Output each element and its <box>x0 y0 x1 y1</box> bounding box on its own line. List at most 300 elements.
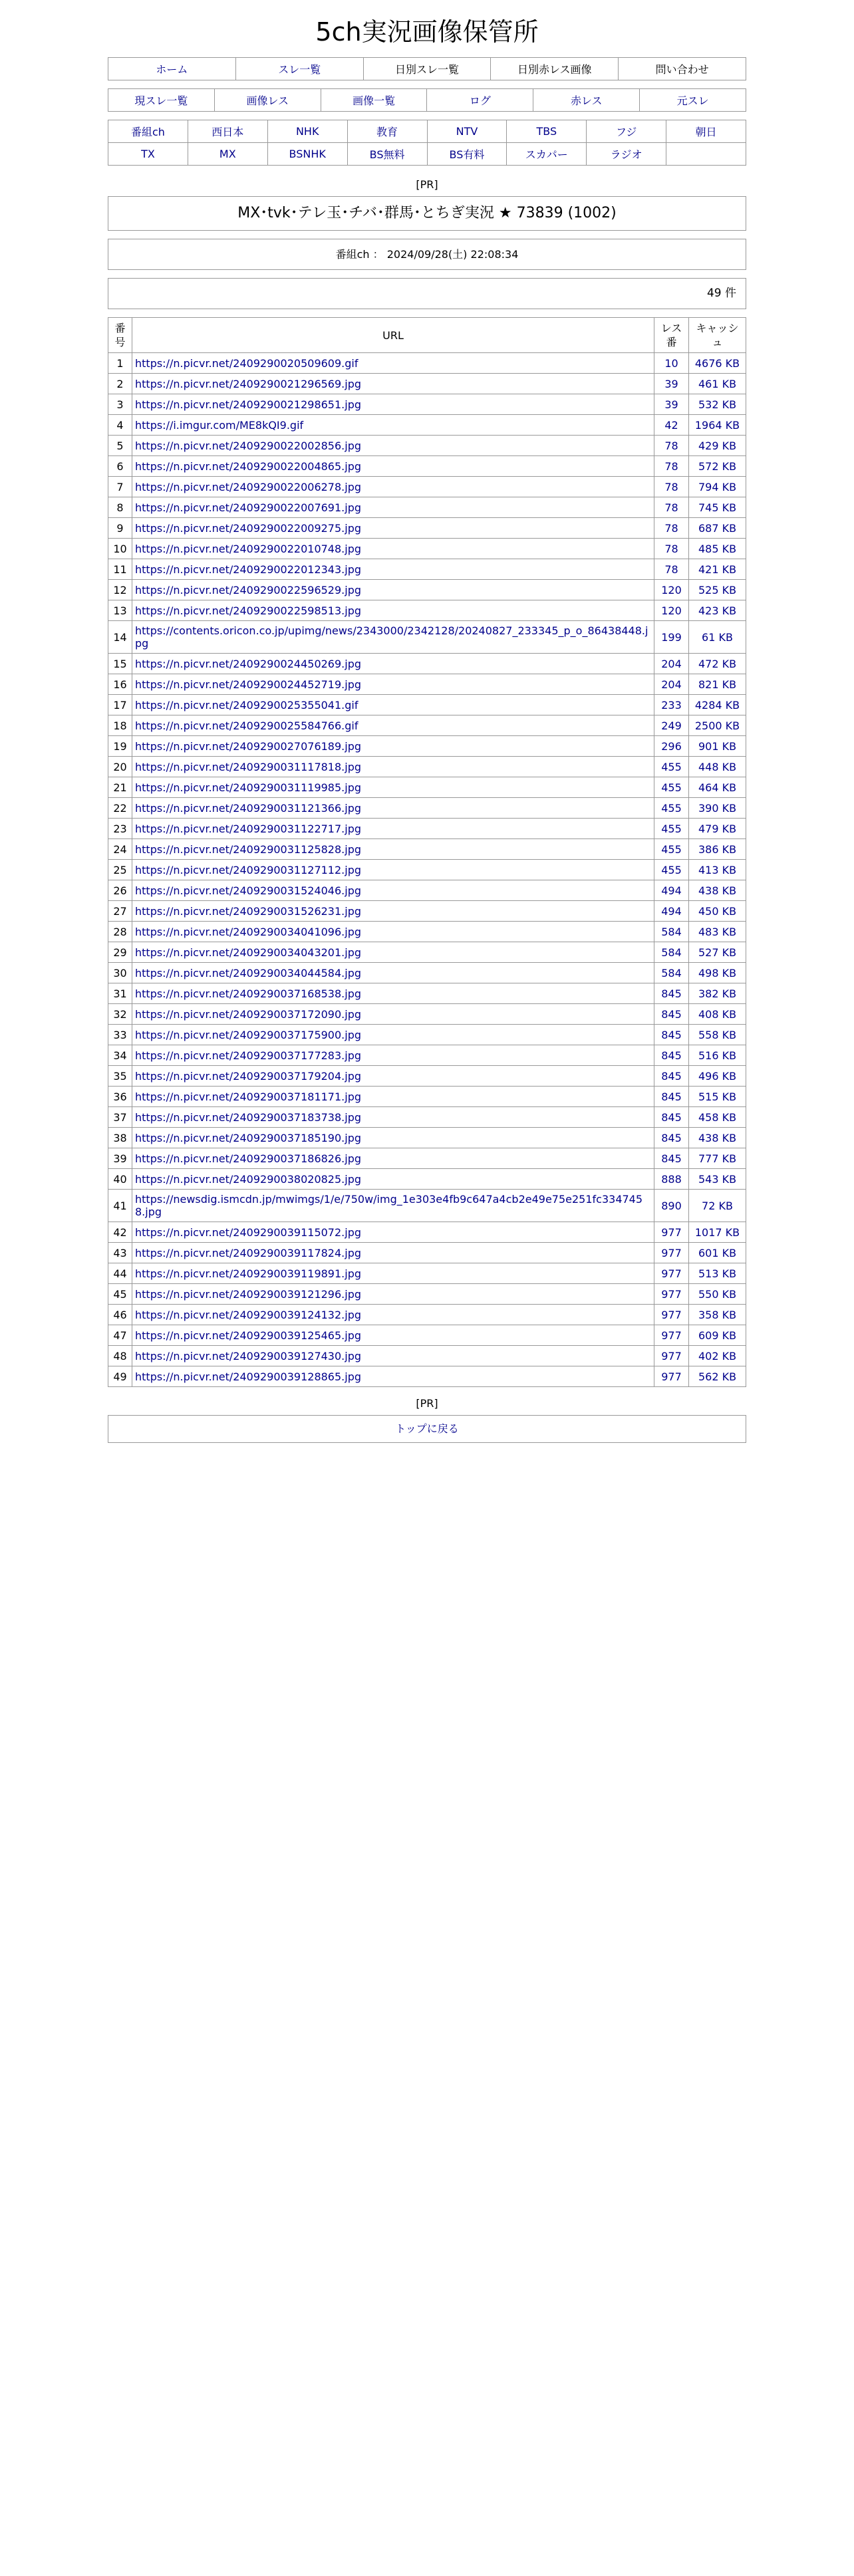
cache-size-link[interactable]: 458 KB <box>698 1110 737 1124</box>
channel-tab-link[interactable]: スカパー <box>525 148 568 161</box>
res-cell <box>654 1190 689 1222</box>
url-cell <box>132 1366 654 1387</box>
cache-cell <box>689 1148 746 1169</box>
res-number-link[interactable]: 977 <box>661 1225 682 1239</box>
cache-size-link[interactable]: 515 KB <box>698 1090 737 1103</box>
cache-size-link[interactable]: 516 KB <box>698 1049 737 1062</box>
cache-size-link[interactable]: 901 KB <box>698 739 737 753</box>
image-url-link[interactable]: https://n.picvr.net/2409290034044584.jpg <box>135 966 362 979</box>
image-url-link[interactable]: https://n.picvr.net/2409290034041096.jpg <box>135 925 362 938</box>
res-number-link[interactable]: 455 <box>661 842 682 856</box>
nav-sub-item-link[interactable]: ログ <box>469 94 491 107</box>
res-number-link[interactable]: 584 <box>661 925 682 938</box>
url-cell <box>132 394 654 415</box>
cache-size-link[interactable]: 498 KB <box>698 966 737 979</box>
row-number: 27 <box>108 901 132 922</box>
image-url-link[interactable]: https://n.picvr.net/2409290022004865.jpg <box>135 459 362 473</box>
image-url-link[interactable]: https://n.picvr.net/2409290021296569.jpg <box>135 377 362 390</box>
cache-size-link[interactable]: 513 KB <box>698 1267 737 1280</box>
res-cell <box>654 860 689 880</box>
res-number-link[interactable]: 199 <box>661 630 682 644</box>
res-cell <box>654 1066 689 1087</box>
res-number-link[interactable]: 977 <box>661 1329 682 1342</box>
table-row <box>108 394 746 415</box>
table-row <box>108 1284 746 1305</box>
image-url-link[interactable]: https://n.picvr.net/2409290039128865.jpg <box>135 1370 362 1383</box>
row-number: 40 <box>108 1169 132 1190</box>
image-url-link[interactable]: https://n.picvr.net/2409290037172090.jpg <box>135 1007 362 1021</box>
res-cell <box>654 819 689 839</box>
nav-sub-item-link[interactable]: 現スレ一覧 <box>134 94 188 107</box>
cache-cell <box>689 1004 746 1025</box>
cache-size-link[interactable]: 777 KB <box>698 1152 737 1165</box>
cache-size-link[interactable]: 479 KB <box>698 822 737 835</box>
cache-size-link[interactable]: 450 KB <box>698 904 737 918</box>
cache-size-link[interactable]: 408 KB <box>698 1007 737 1021</box>
res-number-link[interactable]: 845 <box>661 1007 682 1021</box>
nav-sub-item[interactable] <box>321 89 427 112</box>
channel-tab-link[interactable]: TBS <box>536 125 557 138</box>
cache-cell <box>689 1128 746 1148</box>
cache-size-link[interactable]: 562 KB <box>698 1370 737 1383</box>
row-number: 13 <box>108 600 132 621</box>
url-cell <box>132 353 654 374</box>
table-row <box>108 580 746 600</box>
url-cell <box>132 922 654 942</box>
cache-cell <box>689 518 746 539</box>
res-number-link[interactable]: 494 <box>661 884 682 897</box>
pr-label-bottom: [PR] <box>416 1397 438 1410</box>
res-cell <box>654 1243 689 1263</box>
cache-size-link[interactable]: 485 KB <box>698 542 737 555</box>
header-num: 番号 <box>108 318 132 353</box>
image-url-link[interactable]: https://n.picvr.net/2409290022010748.jpg <box>135 542 362 555</box>
res-number-link[interactable]: 455 <box>661 863 682 876</box>
url-cell <box>132 757 654 777</box>
table-row <box>108 695 746 715</box>
nav-main-item <box>363 58 491 80</box>
row-number: 2 <box>108 374 132 394</box>
image-url-link[interactable]: https://n.picvr.net/2409290022009275.jpg <box>135 521 362 535</box>
image-url-link[interactable]: https://n.picvr.net/2409290024450269.jpg <box>135 657 362 670</box>
cache-size-link[interactable]: 438 KB <box>698 884 737 897</box>
image-url-link[interactable]: https://n.picvr.net/2409290031119985.jpg <box>135 781 362 794</box>
cache-size-link[interactable]: 1964 KB <box>694 418 740 432</box>
res-number-link[interactable]: 78 <box>664 439 678 452</box>
cache-size-link[interactable]: 413 KB <box>698 863 737 876</box>
res-number-link[interactable]: 455 <box>661 822 682 835</box>
channel-tab-link[interactable]: TX <box>141 148 155 160</box>
table-row <box>108 777 746 798</box>
res-number-link[interactable]: 78 <box>664 563 678 576</box>
channel-tab[interactable] <box>347 120 427 143</box>
table-row <box>108 860 746 880</box>
res-number-link[interactable]: 845 <box>661 1069 682 1083</box>
image-url-link[interactable]: https://n.picvr.net/2409290039119891.jpg <box>135 1267 362 1280</box>
url-cell <box>132 880 654 901</box>
image-url-link[interactable]: https://n.picvr.net/2409290037183738.jpg <box>135 1110 362 1124</box>
nav-main-item-link[interactable]: ホーム <box>156 63 188 76</box>
cache-cell <box>689 963 746 983</box>
image-url-link[interactable]: https://n.picvr.net/2409290031526231.jpg <box>135 904 362 918</box>
res-number-link[interactable]: 977 <box>661 1267 682 1280</box>
channel-tab-link[interactable]: BS有料 <box>449 148 485 161</box>
image-url-link[interactable]: https://n.picvr.net/2409290037181171.jpg <box>135 1090 362 1103</box>
image-url-link[interactable]: https://n.picvr.net/2409290037185190.jpg <box>135 1131 362 1144</box>
cache-size-link[interactable]: 358 KB <box>698 1308 737 1321</box>
table-row <box>108 600 746 621</box>
url-cell <box>132 715 654 736</box>
channel-tab-link[interactable]: 西日本 <box>212 126 244 138</box>
channel-tab[interactable] <box>587 120 666 143</box>
cache-size-link[interactable]: 745 KB <box>698 501 737 514</box>
res-number-link[interactable]: 977 <box>661 1308 682 1321</box>
res-number-link[interactable]: 78 <box>664 459 678 473</box>
pr-label: [PR] <box>416 178 438 191</box>
res-cell <box>654 1045 689 1066</box>
channel-tab-link[interactable]: 朝日 <box>695 126 717 138</box>
url-cell <box>132 539 654 559</box>
res-cell <box>654 901 689 922</box>
cache-size-link[interactable]: 601 KB <box>698 1246 737 1259</box>
res-number-link[interactable]: 204 <box>661 678 682 691</box>
res-cell <box>654 963 689 983</box>
row-number: 38 <box>108 1128 132 1148</box>
url-cell <box>132 777 654 798</box>
image-url-link[interactable]: https://n.picvr.net/2409290022007691.jpg <box>135 501 362 514</box>
res-cell <box>654 1004 689 1025</box>
main-nav <box>108 57 746 80</box>
cache-size-link[interactable]: 532 KB <box>698 398 737 411</box>
table-row <box>108 1107 746 1128</box>
image-url-link[interactable]: https://i.imgur.com/ME8kQI9.gif <box>135 418 304 432</box>
image-url-link[interactable]: https://n.picvr.net/2409290022596529.jpg <box>135 583 362 596</box>
nav-main-item-label: 問い合わせ <box>655 63 709 76</box>
res-number-link[interactable]: 977 <box>661 1287 682 1301</box>
table-row <box>108 983 746 1004</box>
channel-tab-link[interactable]: NHK <box>295 125 319 138</box>
nav-main-item <box>491 58 619 80</box>
res-number-link[interactable]: 204 <box>661 657 682 670</box>
image-url-link[interactable]: https://n.picvr.net/2409290025584766.gif <box>135 719 358 732</box>
channel-tab-link[interactable]: BS無料 <box>369 148 405 161</box>
res-cell <box>654 798 689 819</box>
table-row <box>108 798 746 819</box>
res-number-link[interactable]: 845 <box>661 1090 682 1103</box>
cache-size-link[interactable]: 527 KB <box>698 946 737 959</box>
nav-main-item-label: 日別赤レス画像 <box>517 63 592 76</box>
image-url-link[interactable]: https://n.picvr.net/2409290031524046.jpg <box>135 884 362 897</box>
image-url-link[interactable]: https://n.picvr.net/2409290037177283.jpg <box>135 1049 362 1062</box>
url-cell <box>132 1148 654 1169</box>
channel-tab[interactable] <box>587 143 666 166</box>
res-cell <box>654 839 689 860</box>
image-url-link[interactable]: https://n.picvr.net/2409290022002856.jpg <box>135 439 362 452</box>
nav-sub-item[interactable] <box>108 89 215 112</box>
sub-nav <box>108 88 746 112</box>
image-url-link[interactable]: https://n.picvr.net/2409290022598513.jpg <box>135 604 362 617</box>
image-url-link[interactable]: https://n.picvr.net/2409290039125465.jpg <box>135 1329 362 1342</box>
url-cell <box>132 1087 654 1107</box>
cache-size-link[interactable]: 429 KB <box>698 439 737 452</box>
res-cell <box>654 1263 689 1284</box>
cache-size-link[interactable]: 483 KB <box>698 925 737 938</box>
res-number-link[interactable]: 78 <box>664 501 678 514</box>
channel-tab-link[interactable]: 番組ch <box>130 126 165 138</box>
cache-cell <box>689 539 746 559</box>
res-number-link[interactable]: 977 <box>661 1370 682 1383</box>
res-number-link[interactable]: 977 <box>661 1246 682 1259</box>
table-row <box>108 922 746 942</box>
res-number-link[interactable]: 296 <box>661 739 682 753</box>
channel-tab-link[interactable]: NTV <box>456 125 478 138</box>
res-cell <box>654 757 689 777</box>
table-row <box>108 1087 746 1107</box>
cache-size-link[interactable]: 72 KB <box>702 1199 733 1212</box>
res-number-link[interactable]: 845 <box>661 1028 682 1041</box>
image-url-link[interactable]: https://n.picvr.net/2409290037168538.jpg <box>135 987 362 1000</box>
nav-sub-item[interactable] <box>533 89 640 112</box>
cache-cell <box>689 1284 746 1305</box>
nav-main-item[interactable] <box>108 58 236 80</box>
channel-tab-link[interactable]: ラジオ <box>610 148 642 161</box>
image-url-link[interactable]: https://n.picvr.net/2409290039121296.jpg <box>135 1287 362 1301</box>
cache-size-link[interactable]: 496 KB <box>698 1069 737 1083</box>
table-row <box>108 621 746 654</box>
cache-size-link[interactable]: 1017 KB <box>694 1225 740 1239</box>
cache-cell <box>689 436 746 456</box>
res-number-link[interactable]: 10 <box>664 356 678 370</box>
image-url-link[interactable]: https://n.picvr.net/2409290021298651.jpg <box>135 398 362 411</box>
cache-size-link[interactable]: 448 KB <box>698 760 737 773</box>
url-cell <box>132 1107 654 1128</box>
image-url-link[interactable]: https://n.picvr.net/2409290037186826.jpg <box>135 1152 362 1165</box>
table-row <box>108 757 746 777</box>
res-cell <box>654 1128 689 1148</box>
channel-tab[interactable] <box>188 120 267 143</box>
res-number-link[interactable]: 120 <box>661 604 682 617</box>
image-url-link[interactable]: https://n.picvr.net/2409290039115072.jpg <box>135 1225 362 1239</box>
channel-tab[interactable] <box>267 143 347 166</box>
row-number: 48 <box>108 1346 132 1366</box>
res-cell <box>654 1284 689 1305</box>
res-number-link[interactable]: 249 <box>661 719 682 732</box>
cache-cell <box>689 415 746 436</box>
image-url-link[interactable]: https://n.picvr.net/2409290031127112.jpg <box>135 863 362 876</box>
url-cell <box>132 1066 654 1087</box>
channel-tab[interactable] <box>507 120 587 143</box>
url-cell <box>132 819 654 839</box>
table-row <box>108 819 746 839</box>
image-url-link[interactable]: https://n.picvr.net/2409290022012343.jpg <box>135 563 362 576</box>
res-cell <box>654 600 689 621</box>
res-number-link[interactable]: 78 <box>664 480 678 493</box>
res-number-link[interactable]: 494 <box>661 904 682 918</box>
cache-size-link[interactable]: 2500 KB <box>694 719 740 732</box>
image-url-link[interactable]: https://n.picvr.net/2409290025355041.gif <box>135 698 358 711</box>
channel-tab[interactable] <box>347 143 427 166</box>
cache-cell <box>689 1045 746 1066</box>
row-number: 8 <box>108 497 132 518</box>
cache-size-link[interactable]: 402 KB <box>698 1349 737 1362</box>
channel-tab-link[interactable]: MX <box>219 148 236 160</box>
channel-tab[interactable] <box>507 143 587 166</box>
url-cell <box>132 983 654 1004</box>
url-cell <box>132 477 654 497</box>
res-cell <box>654 695 689 715</box>
channel-tab[interactable] <box>666 120 746 143</box>
image-url-link[interactable]: https://n.picvr.net/2409290020509609.gif <box>135 356 358 370</box>
res-number-link[interactable]: 78 <box>664 542 678 555</box>
res-number-link[interactable]: 845 <box>661 987 682 1000</box>
url-cell <box>132 798 654 819</box>
image-url-link[interactable]: https://n.picvr.net/2409290022006278.jpg <box>135 480 362 493</box>
channel-tab-link[interactable]: BSNHK <box>289 148 326 160</box>
cache-size-link[interactable]: 461 KB <box>698 377 737 390</box>
image-url-link[interactable]: https://n.picvr.net/2409290037179204.jpg <box>135 1069 362 1083</box>
url-cell <box>132 374 654 394</box>
nav-sub-item-link[interactable]: 元スレ <box>676 94 709 107</box>
image-url-link[interactable]: https://n.picvr.net/2409290031121366.jpg <box>135 801 362 815</box>
row-number: 43 <box>108 1243 132 1263</box>
nav-sub-item-link[interactable]: 赤レス <box>570 94 603 107</box>
channel-tab[interactable] <box>108 120 188 143</box>
channel-nav <box>108 120 746 166</box>
res-number-link[interactable]: 845 <box>661 1131 682 1144</box>
row-number: 12 <box>108 580 132 600</box>
res-number-link[interactable]: 845 <box>661 1110 682 1124</box>
url-cell <box>132 654 654 674</box>
cache-size-link[interactable]: 687 KB <box>698 521 737 535</box>
cache-size-link[interactable]: 421 KB <box>698 563 737 576</box>
cache-size-link[interactable]: 382 KB <box>698 987 737 1000</box>
nav-sub-item-link[interactable]: 画像レス <box>246 94 289 107</box>
nav-sub-item[interactable] <box>640 89 746 112</box>
image-url-link[interactable]: https://n.picvr.net/2409290037175900.jpg <box>135 1028 362 1041</box>
channel-tab[interactable] <box>188 143 267 166</box>
table-row <box>108 963 746 983</box>
res-number-link[interactable]: 584 <box>661 946 682 959</box>
channel-tab[interactable] <box>427 120 507 143</box>
res-number-link[interactable]: 455 <box>661 760 682 773</box>
cache-size-link[interactable]: 558 KB <box>698 1028 737 1041</box>
cache-cell <box>689 1325 746 1346</box>
nav-sub-item-link[interactable]: 画像一覧 <box>353 94 396 107</box>
cache-cell <box>689 1087 746 1107</box>
cache-size-link[interactable]: 61 KB <box>702 630 733 644</box>
cache-size-link[interactable]: 821 KB <box>698 678 737 691</box>
cache-size-link[interactable]: 4284 KB <box>694 698 740 711</box>
cache-cell <box>689 1346 746 1366</box>
cache-size-link[interactable]: 609 KB <box>698 1329 737 1342</box>
image-table <box>108 317 746 1387</box>
res-number-link[interactable]: 888 <box>661 1172 682 1186</box>
nav-sub-item[interactable] <box>427 89 533 112</box>
res-number-link[interactable]: 120 <box>661 583 682 596</box>
res-number-link[interactable]: 42 <box>664 418 678 432</box>
back-to-top-link[interactable]: トップに戻る <box>395 1422 459 1435</box>
cache-cell <box>689 757 746 777</box>
res-number-link[interactable]: 845 <box>661 1152 682 1165</box>
image-url-link[interactable]: https://n.picvr.net/2409290039117824.jpg <box>135 1246 362 1259</box>
res-number-link[interactable]: 584 <box>661 966 682 979</box>
url-cell <box>132 580 654 600</box>
thread-title: MX･tvk･テレ玉･チバ･群馬･とちぎ実況 ★ 73839 (1002) <box>108 196 746 231</box>
cache-size-link[interactable]: 525 KB <box>698 583 737 596</box>
cache-size-link[interactable]: 423 KB <box>698 604 737 617</box>
res-number-link[interactable]: 977 <box>661 1349 682 1362</box>
image-url-link[interactable]: https://n.picvr.net/2409290031122717.jpg <box>135 822 362 835</box>
image-url-link[interactable]: https://n.picvr.net/2409290027076189.jpg <box>135 739 362 753</box>
res-number-link[interactable]: 78 <box>664 521 678 535</box>
cache-size-link[interactable]: 386 KB <box>698 842 737 856</box>
cache-size-link[interactable]: 472 KB <box>698 657 737 670</box>
channel-tab[interactable] <box>267 120 347 143</box>
channel-tab-link[interactable]: 教育 <box>376 126 398 138</box>
row-number: 17 <box>108 695 132 715</box>
channel-tab[interactable] <box>108 143 188 166</box>
cache-size-link[interactable]: 438 KB <box>698 1131 737 1144</box>
channel-tab[interactable] <box>427 143 507 166</box>
row-number: 33 <box>108 1025 132 1045</box>
cache-size-link[interactable]: 794 KB <box>698 480 737 493</box>
row-number: 1 <box>108 353 132 374</box>
cache-cell <box>689 674 746 695</box>
res-cell <box>654 1148 689 1169</box>
nav-sub-item[interactable] <box>214 89 321 112</box>
res-cell <box>654 880 689 901</box>
site-title: 5ch実況画像保管所 <box>315 17 539 47</box>
image-url-link[interactable]: https://n.picvr.net/2409290039124132.jpg <box>135 1308 362 1321</box>
cache-size-link[interactable]: 550 KB <box>698 1287 737 1301</box>
image-url-link[interactable]: https://n.picvr.net/2409290039127430.jpg <box>135 1349 362 1362</box>
cache-size-link[interactable]: 572 KB <box>698 459 737 473</box>
image-url-link[interactable]: https://n.picvr.net/2409290031117818.jpg <box>135 760 362 773</box>
res-cell <box>654 374 689 394</box>
image-url-link[interactable]: https://newsdig.ismcdn.jp/mwimgs/1/e/750w/img_1e303e4fb9c647a4cb2e49e75e251fc334745 8.jpg <box>135 1193 643 1218</box>
res-number-link[interactable]: 455 <box>661 801 682 815</box>
cache-size-link[interactable]: 543 KB <box>698 1172 737 1186</box>
table-row <box>108 1169 746 1190</box>
cache-size-link[interactable]: 464 KB <box>698 781 737 794</box>
url-cell <box>132 1045 654 1066</box>
image-url-link[interactable]: https://n.picvr.net/2409290031125828.jpg <box>135 842 362 856</box>
image-url-link[interactable]: https://contents.oricon.co.jp/upimg/news/2343000/2342128/20240827_233345_p_o_86438448.jpg <box>135 624 648 650</box>
cache-size-link[interactable]: 390 KB <box>698 801 737 815</box>
cache-cell <box>689 819 746 839</box>
res-number-link[interactable]: 39 <box>664 398 678 411</box>
image-url-link[interactable]: https://n.picvr.net/2409290034043201.jpg <box>135 946 362 959</box>
res-number-link[interactable]: 890 <box>661 1199 682 1212</box>
res-number-link[interactable]: 233 <box>661 698 682 711</box>
image-url-link[interactable]: https://n.picvr.net/2409290024452719.jpg <box>135 678 362 691</box>
cache-cell <box>689 654 746 674</box>
cache-size-link[interactable]: 4676 KB <box>694 356 740 370</box>
table-row <box>108 374 746 394</box>
channel-tab-link[interactable]: フジ <box>616 126 637 138</box>
url-cell <box>132 1190 654 1222</box>
res-number-link[interactable]: 39 <box>664 377 678 390</box>
res-cell <box>654 922 689 942</box>
res-number-link[interactable]: 455 <box>661 781 682 794</box>
nav-main-item[interactable] <box>235 58 363 80</box>
table-row <box>108 715 746 736</box>
nav-main-item-link[interactable]: スレ一覧 <box>278 63 321 76</box>
header-res: レス番 <box>654 318 689 353</box>
res-number-link[interactable]: 845 <box>661 1049 682 1062</box>
image-url-link[interactable]: https://n.picvr.net/2409290038020825.jpg <box>135 1172 362 1186</box>
table-row <box>108 901 746 922</box>
